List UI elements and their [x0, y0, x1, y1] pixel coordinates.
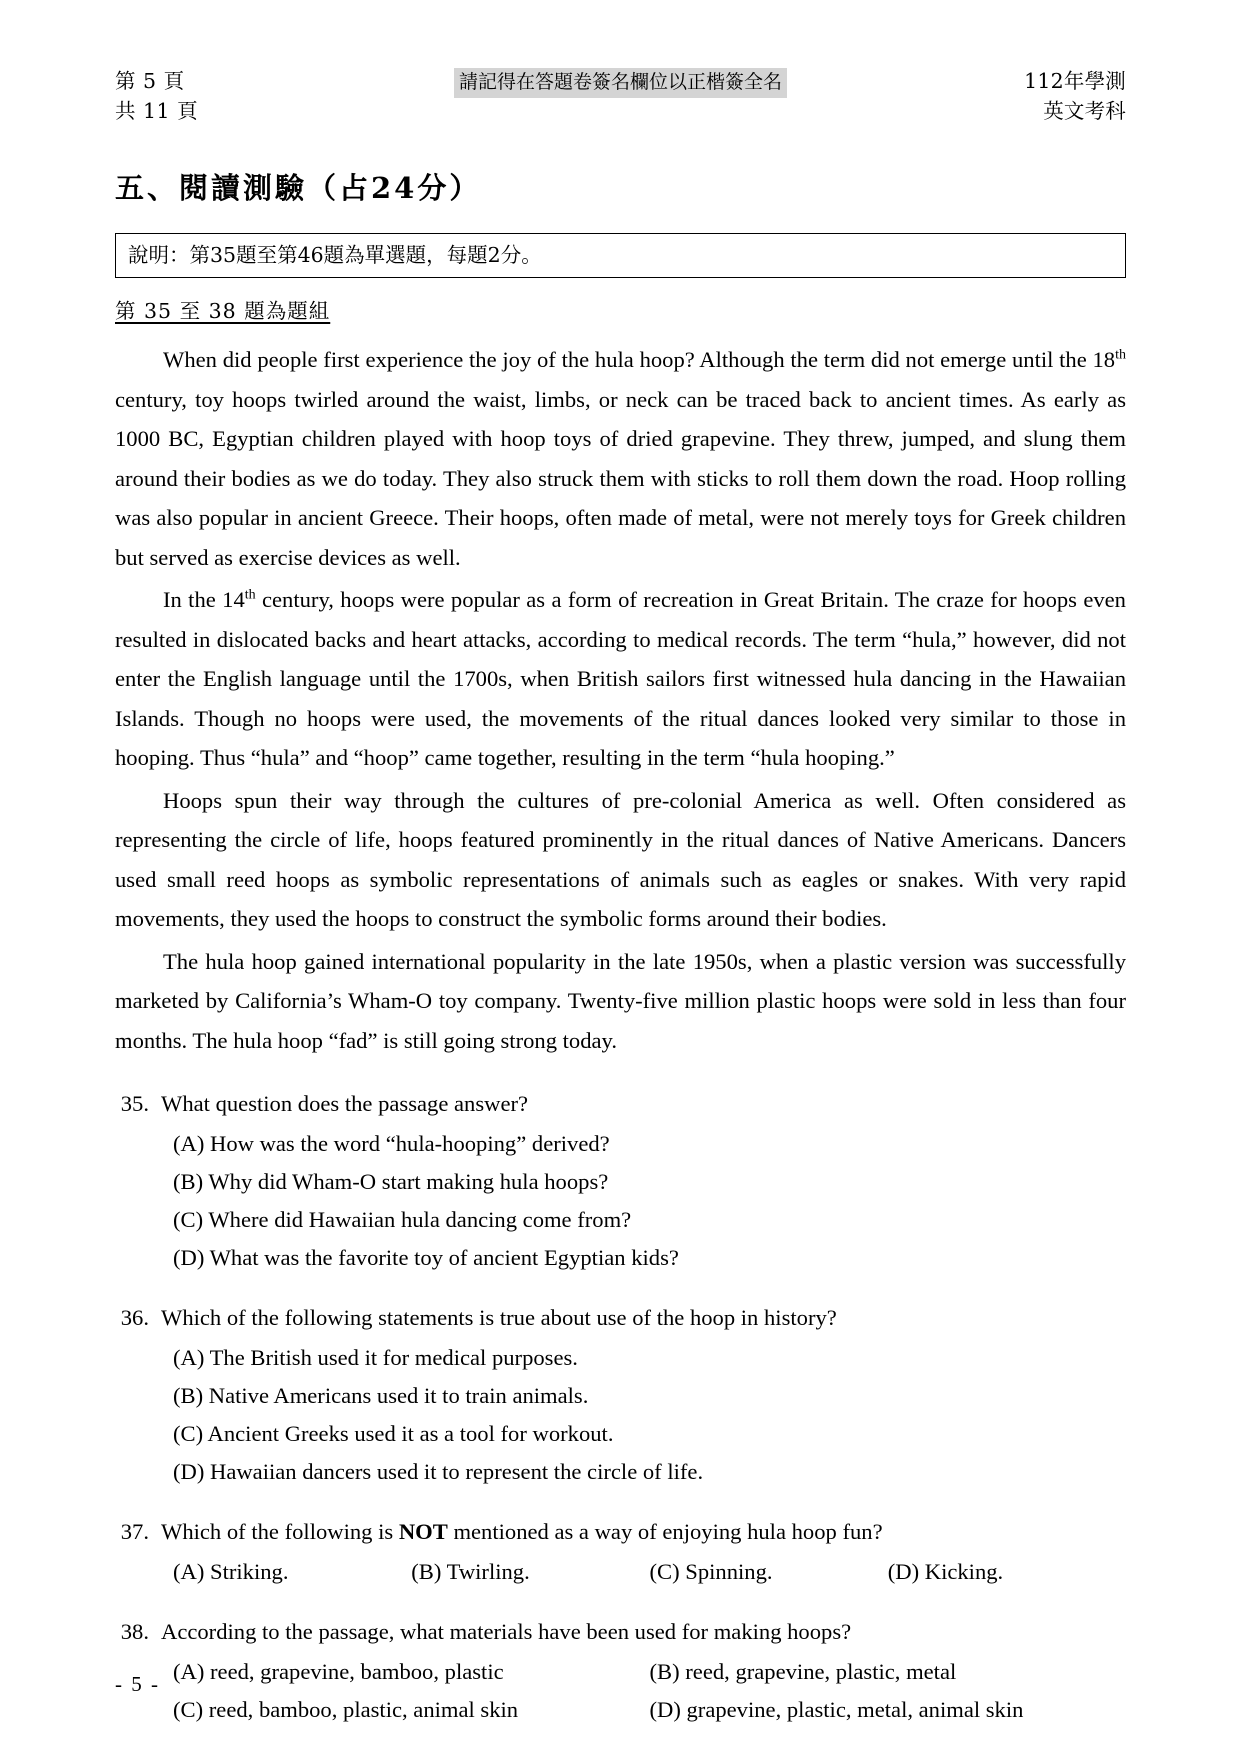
- option-item[interactable]: (A) reed, grapevine, bamboo, plastic: [173, 1659, 504, 1684]
- passage-paragraph: [115, 942, 1126, 1061]
- question-text: [161, 1084, 1126, 1123]
- question-block: [115, 1512, 1126, 1591]
- paragraph-text-pre: Hoops spun their way through the cultures of pre-colonial America as well. Often considered as representing the circle of life, hoops featured prominently in the ritual dances of Native Americans. Dancers used small reed hoops as symbolic representations of animals such as eagles or snakes. With very rapid movements, they used the hoops to construct the symbolic forms around their bodies.: [115, 787, 1126, 931]
- question-stem: [115, 1612, 1126, 1651]
- paragraph-text-pre: The hula hoop gained international popularity in the late 1950s, when a plastic version was successfully marketed by California’s Wham-O toy company. Twenty-five million plastic hoops were sold in less than four months. The hula hoop “fad” is still going strong today.: [115, 948, 1126, 1053]
- option-item[interactable]: (B) Native Americans used it to train animals.: [173, 1383, 589, 1408]
- question-text-pre: Which of the following is: [161, 1519, 399, 1544]
- section-title: 五、閱讀測驗（占24分）: [115, 171, 482, 205]
- paragraph-text-pre: When did people first experience the joy of the hula hoop? Although the term did not emerge until the 18: [163, 347, 1116, 372]
- option-list: [115, 1125, 1126, 1277]
- option-list: [115, 1553, 1126, 1591]
- option-item[interactable]: (B) Twirling.: [411, 1559, 530, 1584]
- question-number: 38.: [120, 1619, 149, 1644]
- passage-paragraph: [115, 781, 1126, 939]
- question-text-post: mentioned as a way of enjoying hula hoop fun?: [447, 1519, 883, 1544]
- question-number: 35.: [120, 1091, 149, 1116]
- exam-subject-label: 英文考科: [1043, 99, 1126, 123]
- question-text-emphasis: NOT: [398, 1519, 448, 1544]
- option-item[interactable]: (C) reed, bamboo, plastic, animal skin: [173, 1697, 519, 1722]
- header-page-info: [115, 66, 345, 126]
- question-stem: [115, 1512, 1126, 1551]
- option-item[interactable]: (A) The British used it for medical purposes.: [173, 1345, 578, 1370]
- option-item[interactable]: (A) How was the word “hula-hooping” derived?: [173, 1131, 610, 1156]
- option-item[interactable]: (B) reed, grapevine, plastic, metal: [649, 1659, 957, 1684]
- question-text-pre: What question does the passage answer?: [161, 1091, 529, 1116]
- question-group-label: 第 35 至 38 題為題組: [115, 299, 331, 323]
- question-block: [115, 1298, 1126, 1491]
- ordinal-superscript: th: [1115, 347, 1126, 363]
- option-item[interactable]: (D) What was the favorite toy of ancient Egyptian kids?: [173, 1245, 679, 1270]
- instruction-box: [115, 233, 1126, 278]
- signature-notice: 請記得在答題卷簽名欄位以正楷簽全名: [454, 68, 787, 98]
- question-text-pre: Which of the following statements is true about use of the hoop in history?: [161, 1305, 837, 1330]
- page-header: [115, 66, 1126, 138]
- option-item[interactable]: (C) Spinning.: [649, 1559, 773, 1584]
- paragraph-text-post: century, toy hoops twirled around the waist, limbs, or neck can be traced back to ancient times. As early as 1000 BC, Egyptian children played with hoop toys of dried grapevine. They threw, jumped, and slung them around their bodies as we do today. They also struck them with sticks to roll them down the road. Hoop rolling was also popular in ancient Greece. Their hoops, often made of metal, were not merely toys for Greek children but served as exercise devices as well.: [115, 386, 1126, 570]
- exam-year-label: 112年學測: [1024, 69, 1126, 93]
- page-footer: - 5 -: [115, 1672, 160, 1696]
- reading-passage: [115, 340, 1126, 1060]
- paragraph-text-post: century, hoops were popular as a form of recreation in Great Britain. The craze for hoops even resulted in dislocated backs and heart attacks, according to medical records. The term “hula,” however, did not enter the English language until the 1700s, when British sailors first witnessed hula dancing in the Hawaiian Islands. Though no hoops were used, the movements of the ritual dances looked very similar to those in hooping. Thus “hula” and “hoop” came together, resulting in the term “hula hooping.”: [115, 587, 1126, 770]
- question-block: [115, 1612, 1126, 1729]
- passage-paragraph: [115, 340, 1126, 577]
- page-current-label: 第 5 頁: [115, 69, 185, 93]
- option-list: [115, 1339, 1126, 1491]
- question-block: [115, 1084, 1126, 1277]
- paragraph-text-pre: In the 14: [163, 587, 245, 612]
- option-item[interactable]: (C) Where did Hawaiian hula dancing come from?: [173, 1207, 632, 1232]
- option-item[interactable]: (D) Hawaiian dancers used it to represent the circle of life.: [173, 1459, 704, 1484]
- questions-list: [115, 1084, 1126, 1729]
- ordinal-superscript: th: [244, 587, 256, 603]
- instruction-text: 說明：第35題至第46題為單選題，每題2分。: [128, 243, 542, 267]
- group-label-wrapper: [115, 296, 1126, 336]
- question-number: 37.: [120, 1519, 149, 1544]
- header-exam-info: [896, 66, 1126, 126]
- question-text-pre: According to the passage, what materials have been used for making hoops?: [161, 1619, 852, 1644]
- page-total-label: 共 11 頁: [115, 99, 199, 123]
- question-stem: [115, 1298, 1126, 1337]
- option-item[interactable]: (C) Ancient Greeks used it as a tool for workout.: [173, 1421, 614, 1446]
- question-text: [161, 1512, 1126, 1551]
- header-notice-wrapper: [345, 66, 896, 98]
- option-item[interactable]: (D) Kicking.: [887, 1559, 1004, 1584]
- option-list: [115, 1653, 1126, 1729]
- question-text: [161, 1298, 1126, 1337]
- question-stem: [115, 1084, 1126, 1123]
- option-item[interactable]: (A) Striking.: [173, 1559, 289, 1584]
- question-text: [161, 1612, 1126, 1651]
- option-item[interactable]: (D) grapevine, plastic, metal, animal skin: [649, 1697, 1024, 1722]
- question-number: 36.: [120, 1305, 149, 1330]
- option-item[interactable]: (B) Why did Wham-O start making hula hoops?: [173, 1169, 609, 1194]
- passage-paragraph: [115, 580, 1126, 778]
